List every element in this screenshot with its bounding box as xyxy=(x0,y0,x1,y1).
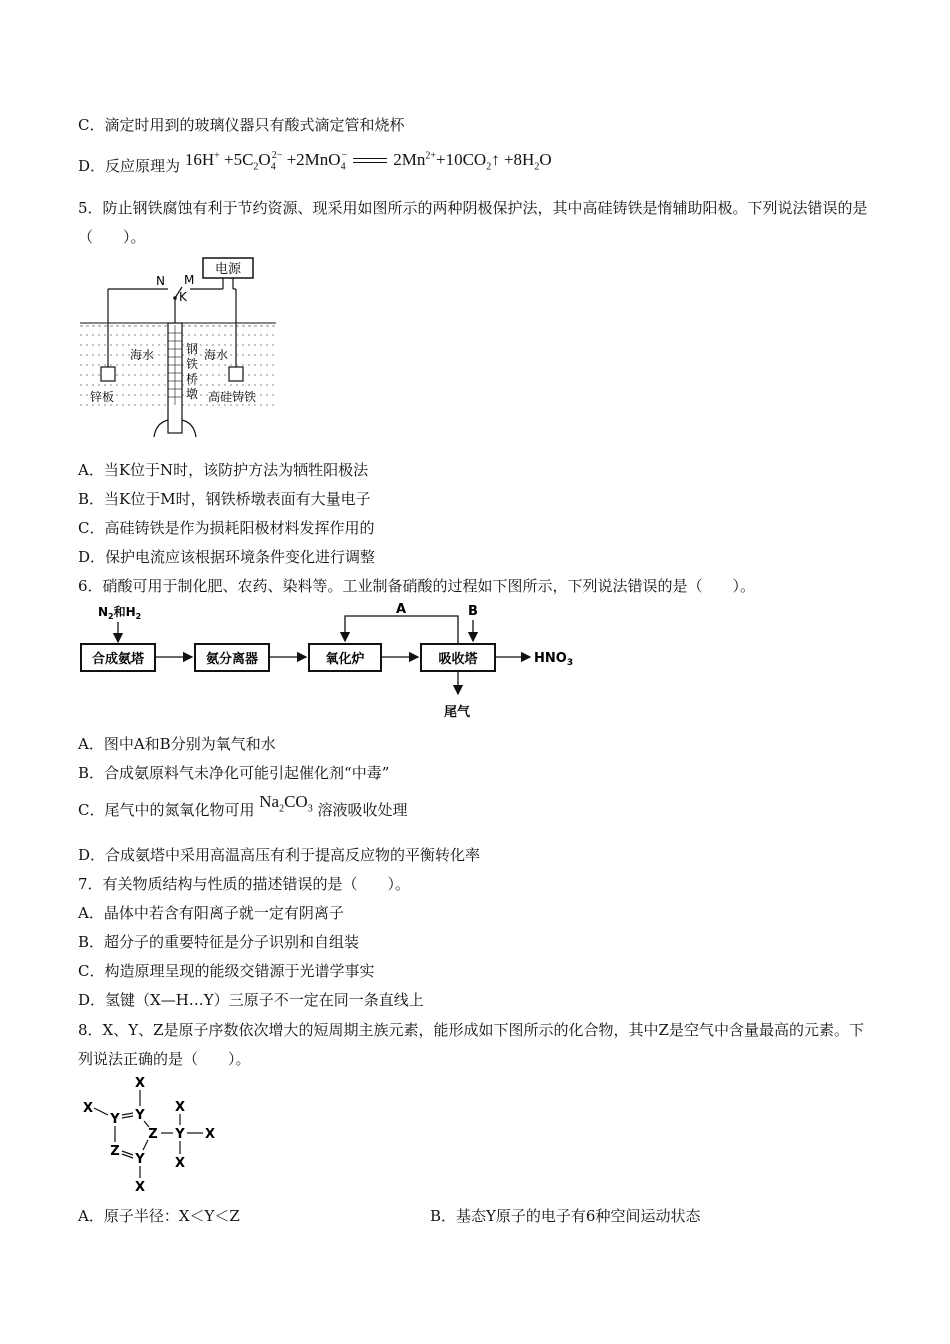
q7-option-b: B．超分子的重要特征是分子识别和自组装 xyxy=(78,933,360,951)
switch-m-label: M xyxy=(184,273,195,287)
atom-y-2: Y xyxy=(135,1108,145,1123)
q6-stem: 6．硝酸可用于制化肥、农药、染料等。工业制备硝酸的过程如下图所示，下列说法错误的是（ ）。 xyxy=(78,577,756,595)
atom-x-right-bottom: X xyxy=(174,1156,186,1171)
q7-option-c: C．构造原理呈现的能级交错源于光谱学事实 xyxy=(78,962,375,980)
zinc-plate xyxy=(101,367,115,381)
q8-structure-figure xyxy=(78,1075,228,1195)
pier-label-4: 墩 xyxy=(186,387,199,401)
q4-option-c: C．滴定时用到的玻璃仪器只有酸式滴定管和烧杯 xyxy=(78,116,405,134)
tail-gas-label: 尾气 xyxy=(444,705,471,720)
silicon-iron-anode xyxy=(229,367,243,381)
power-label: 电源 xyxy=(214,262,242,277)
switch-n-label: N xyxy=(156,274,165,288)
q6-option-c: C．尾气中的氮氧化物可用 $Na_2CO_3$ 溶液吸收处理 xyxy=(78,792,408,819)
q7-stem: 7．有关物质结构与性质的描述错误的是（ ）。 xyxy=(78,875,411,893)
box-ammonia-separator-label: 氨分离器 xyxy=(205,652,259,667)
box-absorption-tower-label: 吸收塔 xyxy=(438,652,478,667)
q4-option-d-prefix: D．反应原理为 xyxy=(78,156,181,175)
equals-sign xyxy=(353,158,387,163)
q8-option-a: A．原子半径：X＜Y＜Z xyxy=(78,1207,240,1225)
q4-option-d xyxy=(78,146,552,177)
switch-k-label: K xyxy=(179,290,187,304)
q6-option-b: B．合成氨原料气未净化可能引起催化剂“中毒” xyxy=(78,764,390,782)
product-label: $HNO_3$ xyxy=(534,651,574,668)
box-oxidation-furnace-label: 氧化炉 xyxy=(325,652,365,667)
seawater-left-label: 海水 xyxy=(130,348,155,362)
q6-nitric-acid-process-figure xyxy=(78,600,588,725)
silicon-iron-label: 高硅铸铁 xyxy=(208,390,257,404)
atom-x-left: X xyxy=(82,1101,94,1116)
q4-reaction-formula: $16H^+ +5C_2O_4^{2-} +2MnO_4^-$ $2Mn^{2+}+10CO_2↑ +8H_2O$ xyxy=(184,149,552,173)
atom-x-bottom: X xyxy=(134,1180,146,1195)
atom-y-3: Y xyxy=(175,1127,185,1142)
pier-label-2: 铁 xyxy=(186,357,199,371)
atom-x-top: X xyxy=(134,1076,146,1091)
pier-label-1: 钢 xyxy=(186,342,199,356)
q8-option-b: B．基态Y原子的电子有6种空间运动状态 xyxy=(430,1207,701,1225)
atom-x-right: X xyxy=(204,1127,216,1142)
atom-y-4: Y xyxy=(135,1152,145,1167)
atom-z-1: Z xyxy=(148,1127,158,1142)
atom-y-1: Y xyxy=(110,1112,120,1127)
q6-option-d: D．合成氨塔中采用高温高压有利于提高反应物的平衡转化率 xyxy=(78,846,481,864)
q5-option-b: B．当K位于M时，钢铁桥墩表面有大量电子 xyxy=(78,490,371,508)
q5-option-c: C．高硅铸铁是作为损耗阳极材料发挥作用的 xyxy=(78,519,375,537)
atom-z-2: Z xyxy=(110,1144,120,1159)
box-ammonia-synthesis-label: 合成氨塔 xyxy=(91,652,145,667)
label-a: A xyxy=(396,602,407,617)
zinc-label: 锌板 xyxy=(90,390,115,404)
q7-option-d: D．氢键（X—H…Y）三原子不一定在同一条直线上 xyxy=(78,991,424,1009)
q8-stem: 8．X、Y、Z是原子序数依次增大的短周期主族元素，能形成如下图所示的化合物，其中Z是空气中含量最高的元素。下列说法正确的是（ ）。 xyxy=(78,1021,864,1068)
label-b: B xyxy=(468,604,478,619)
q6-option-a: A．图中A和B分别为氧气和水 xyxy=(78,735,276,753)
feed-label: $N_2$和$H_2$ xyxy=(98,605,142,621)
q7-option-a: A．晶体中若含有阳离子就一定有阴离子 xyxy=(78,904,344,922)
q5-cathodic-protection-figure xyxy=(78,255,278,440)
pier-label-3: 桥 xyxy=(186,372,199,386)
sodium-carbonate-formula: $Na_2CO_3$ xyxy=(259,792,313,815)
q5-stem: 5．防止钢铁腐蚀有利于节约资源、现采用如图所示的两种阴极保护法，其中高硅铸铁是惰辅助阳极。下列说法错误的是（ ）。 xyxy=(78,199,868,246)
seawater-right-label: 海水 xyxy=(204,348,229,362)
q5-option-a: A．当K位于N时，该防护方法为牺牲阳极法 xyxy=(78,461,369,479)
atom-x-right-top: X xyxy=(174,1100,186,1115)
q5-option-d: D．保护电流应该根据环境条件变化进行调整 xyxy=(78,548,376,566)
